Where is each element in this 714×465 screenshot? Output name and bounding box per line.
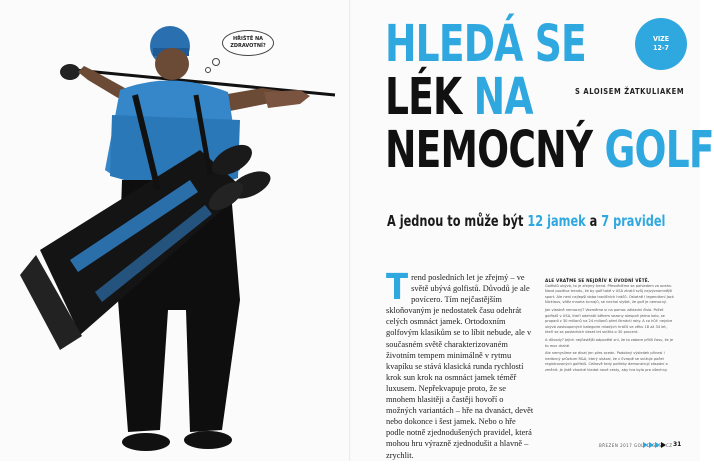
subtitle-blue2: 7 pravidel [601,212,666,230]
arrow-icon [643,442,648,448]
lead-paragraph: rend posledních let je zřejmý – ve světě ubývá golfistů. Důvodů je ale povícero. Tím nejčastějším skloňovaným je nedostatek času odehrát celých osmnáct jamek. Ortodoxním golfovým klasikům se to líbit nebude, ale v současném světě charakterizovaném životním tempem minimálně v rytmu kvapíku se stává klasická runda rychlostí krok sun krok na osmnáct jamek téměř luxusem. Nepřekvapuje proto, že se mnohem hlasitěji a častěji hovoří o možných variantách – hře na dvanáct, devět nebo dokonce i šest jamek. Nebo o hře podle notně zjednodušených pravidel, která mohou hru výrazně zjednodušit a hlavně – zrychlit. [386,273,534,460]
footer-arrows-icon [643,442,666,448]
subtitle-part1: A jednou to může být [387,212,528,230]
side-paragraph: A důvody? Jejich nejčastější odpovědi zní, že to zabere příliš času, že je to moc drahé. [545,337,674,348]
thought-bubble-dot [212,58,220,66]
badge-line1: VIZE [652,35,670,43]
article-title [385,15,714,180]
side-paragraph: Jak vlastně nemocný? Vezměme si na pomoc základní čísla. Počet golfistů v USA, kteří odehráli během sezony alespoň jedno kolo, se propadl z 30 milionů na 24 milionů před čtrnácti roky. A co hůř: nejvíce ubývá zastoupených kategorie mladých hráčů ve věku 18 až 34 let, kteří se za posledních deset let snížila o 30 procent. [545,307,673,335]
title-line2-blue: NA [473,68,533,127]
article-side-column [545,278,675,376]
article-subtitle [387,212,665,230]
thought-bubble: HŘIŠTĚ NA ZDRAVOTNÍ? [222,30,274,56]
golfer-head [155,48,189,80]
page-gutter [349,0,351,461]
golfer-photo [0,0,349,461]
drop-cap: T [386,267,409,308]
badge-line2: 12-7 [653,44,669,52]
title-line3 [385,121,714,180]
golfer-silhouette [0,0,349,461]
thought-bubble-dot [205,67,211,73]
title-line2 [385,68,714,127]
article-lead-text [386,267,536,461]
footer-site: GOLFDIGEST.CZ [634,443,673,448]
arrow-icon [661,442,666,448]
golf-club-head [60,64,80,80]
arrow-icon [649,442,654,448]
side-column-lead: ALE VRAŤME SE NEJDŘÍV K ÚVODNÍ VĚTĚ. [545,278,650,283]
page-number: 31 [673,441,682,448]
golfer-left-shoe [122,433,170,451]
golfer-right-shoe [184,431,232,449]
subtitle-blue1: 12 jamek [527,212,586,230]
subtitle-part2: a [585,212,602,230]
article-author: S ALOISEM ŽATKULIAKEM [575,87,685,96]
title-line2-dark: LÉK [385,68,474,127]
title-line3-dark: NEMOCNÝ [385,121,605,180]
footer-issue: BŘEZEN 2017 [599,443,633,448]
arrow-icon [655,442,660,448]
title-line3-blue: GOLF [604,121,714,180]
title-line1: HLEDÁ SE [385,15,586,74]
side-paragraph: Golfistů ubývá, to je zřejmý trend. Přesvědčme se pohledem za oceán. Nová pozitiva trendu, že by golf také v USA ztratil svůj nejvýznamnější sport. Ale není nejlepší doba tradičních hráčů. Ostatně i legendární Jack Nicklaus, vítěz mnoha turnajů, se nechal slyšet, že golf je nemocný. [545,283,674,305]
side-paragraph: Ale nemyslíme se dívat jen přes oceán. Podobný výsledek přinesl i nedávný průzkum R&A, který ukázal, že v Evropě se snižuje počet registrovaných golfistů. Celkově tedy potřeby demonstrují zásadní a změnit. Je jistě vhodné hledat nové cesty, aby hra byla pro všechny. [545,351,668,372]
